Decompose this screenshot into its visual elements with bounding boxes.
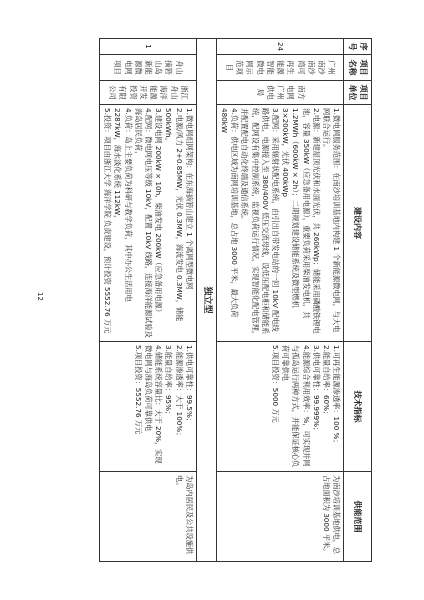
tech-line: 3.供电可靠性：99.999%； xyxy=(311,345,321,435)
content-line: 3.建设电网 200kW × 10h，柴油发电 200kW（应急备用电源） xyxy=(154,108,164,316)
row-project-unit: 南方电网广州供电局 xyxy=(216,81,344,105)
tech-line: 5.项目投资：5552.76 万元 xyxy=(133,345,143,435)
tech-line: 4.能源综合利用效率：%，可实现并网与孤岛运行两种方式，并能保证核心负荷可靠供电 xyxy=(281,345,311,468)
header-name: 项目名称 xyxy=(344,55,372,81)
content-line: 2.电源/风力 2+0.85MW，光伏 0.3MW，海流发电 0.3MW，储能 500kWh。 xyxy=(164,108,184,322)
tech-line: 5.项目投资：5000 万元 xyxy=(270,345,280,423)
row-scope: 为南沙培训基地供电，总占地面积为 3000 平米。 xyxy=(216,472,344,562)
tech-line: 2.能源渗透率：大于 100%； xyxy=(174,345,184,440)
table-row xyxy=(99,39,196,562)
content-line: 4.负荷：岛上主要负荷为科研与教学负荷，其中办公生活用电 2287kW，海水淡化系统 112kW， xyxy=(113,108,133,302)
content-line: 1.微电网服务范围：在南沙培训基地内构建 1 个新能源微电网，与大电网联合运行。 xyxy=(322,108,342,333)
header-row xyxy=(344,39,372,562)
project-table xyxy=(99,38,372,562)
row-tech xyxy=(216,342,344,472)
row-content xyxy=(216,105,344,342)
content-line: 5.投资：项目由浙江大学 海洋学院 负责建设，预计投资 5552.76 万元 xyxy=(103,108,113,334)
content-line: 4.配网：微电网电压等级 10kV，配置 10kV 线路，连接海洋能源试验及海岛居民负荷， xyxy=(133,108,154,338)
table-row xyxy=(216,39,344,562)
page-number: 12 xyxy=(36,292,44,301)
header-scope: 供能范围 xyxy=(344,472,372,562)
content-line: 2.电源：新建屋顶光伏和水面光伏，共 260kWp；储能采用磷酸铁锂电池，容量 350kW（应急备用电源），重要负荷采用柴油发电机，共 1.2MWh（600kW × 2h）；二期规划建设储能系统及微型燃机 3×200kW，光伏 400kWp xyxy=(281,108,321,334)
content-line: 1.微电网组网架构：在东海摘箬山建立 1 个离网型微电网 xyxy=(184,108,194,290)
row-project-unit: 浙江舟山海洋能源开发投资有限公司 xyxy=(99,81,196,105)
tech-line: 1.供电可靠性：99.5%； xyxy=(184,345,194,426)
row-project-name: 广州南沙南沙湾可再生能源智能微电网示范项目 xyxy=(216,55,344,81)
tech-line: 3.能量自给率：95%； xyxy=(164,345,174,419)
section-row xyxy=(196,39,216,562)
row-project-name: 舟山摘箬山岛新能源微电网项目 xyxy=(99,55,196,81)
header-tech: 技术指标 xyxy=(344,342,372,472)
header-no: 序号 xyxy=(344,39,372,55)
row-tech xyxy=(99,342,196,472)
section-title: 独立型 xyxy=(196,39,216,562)
content-line: 3.配网：采用辐射状配电系统，由引出自带发电站的一回 10kV 配电线路供电，电源接入至 380/400V 低压交流母线，设低压配电柜和储能系统，配网设有集中控制系统，监视负荷运行情况，实现智能化配电管理，并配置配电自动化终端及通信系统。 xyxy=(240,108,280,339)
content-line: 4.负荷：供电区域为南网培训基地，总占地 3000 平米，最大负荷 480kW xyxy=(219,108,240,318)
header-unit: 项目单位 xyxy=(344,81,372,105)
tech-line: 1.可再生能源渗透率：100 %； xyxy=(332,345,342,447)
row-content xyxy=(99,105,196,342)
row-no: 1 xyxy=(99,39,196,55)
tech-line: 4.储能系统容量比：大于 20%，实现微电网与海岛负荷可靠供电 xyxy=(144,345,164,464)
header-content: 建设内容 xyxy=(344,105,372,342)
row-no: 24 xyxy=(216,39,344,55)
row-scope: 为岛内居民及公共设施供电。 xyxy=(99,472,196,562)
tech-line: 2.能量自给率：60%； xyxy=(322,345,332,419)
